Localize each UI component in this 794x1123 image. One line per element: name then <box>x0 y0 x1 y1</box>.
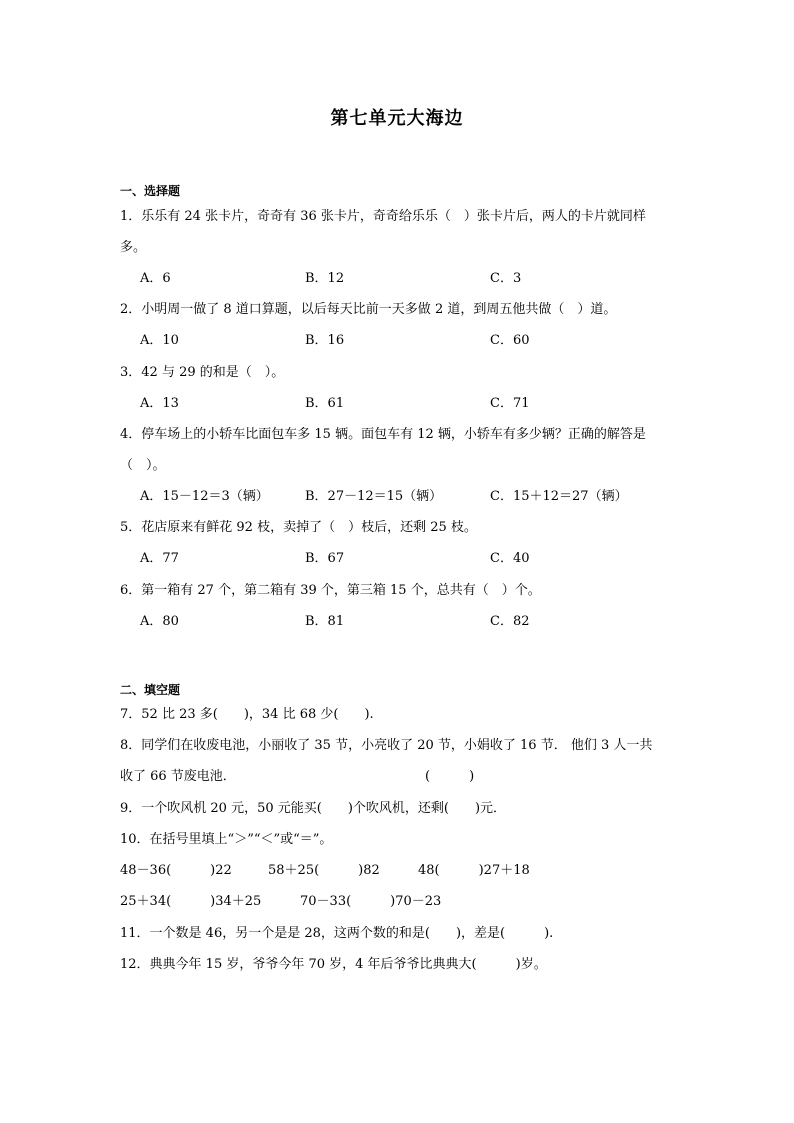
question-1-option-c: C．3 <box>490 271 522 286</box>
question-9-text: 9．一个吹风机 20 元，50 元能买( )个吹风机，还剩( )元． <box>120 801 507 816</box>
question-5-text: 5．花店原来有鲜花 92 枝，卖掉了（ ）枝后，还剩 25 枝。 <box>120 520 477 535</box>
section-heading-fill-blank: 二、填空题 <box>120 683 181 697</box>
question-12-text: 12．典典今年 15 岁，爷爷今年 70 岁，4 年后爷爷比典典大( )岁。 <box>120 957 547 972</box>
question-5-option-a: A．77 <box>140 551 179 566</box>
question-8-text: 8．同学们在收废电池，小丽收了 35 节，小亮收了 20 节，小娟收了 16 节． 他们 3 人一共 <box>120 738 653 753</box>
question-2-text: 2．小明周一做了 8 道口算题，以后每天比前一天多做 2 道，到周五他共做（ ）道。 <box>120 302 617 317</box>
question-4-text-cont: （ ）。 <box>120 458 166 473</box>
page-title: 第七单元大海边 <box>330 108 464 129</box>
question-4-option-b: B．27－12＝15（辆） <box>305 489 443 504</box>
section-heading-choice: 一、选择题 <box>120 184 181 198</box>
question-10-text: 10．在括号里填上“＞”“＜”或“＝”。 <box>120 832 333 847</box>
question-2-option-b: B．16 <box>305 333 345 348</box>
question-11-text: 11．一个数是 46，另一个是是 28，这两个数的和是( )，差是( ). <box>120 926 554 941</box>
question-3-option-c: C．71 <box>490 396 530 411</box>
question-1-option-b: B．12 <box>305 271 345 286</box>
question-3-option-b: B．61 <box>305 396 345 411</box>
question-1-option-a: A．6 <box>140 271 171 286</box>
question-3-option-a: A．13 <box>140 396 179 411</box>
question-8-text-cont: 收了 66 节废电池． <box>120 769 236 784</box>
question-10-item: 25＋34( )34＋25 <box>120 894 262 909</box>
question-10-item: 48－36( )22 <box>120 863 232 878</box>
question-2-option-c: C．60 <box>490 333 530 348</box>
question-6-option-a: A．80 <box>140 614 179 629</box>
question-8-answer-blank: ( ) <box>425 769 475 784</box>
question-1-text-cont: 多。 <box>120 240 147 255</box>
question-2-option-a: A．10 <box>140 333 179 348</box>
question-5-option-b: B．67 <box>305 551 345 566</box>
question-3-text: 3．42 与 29 的和是（ ）。 <box>120 365 285 380</box>
question-6-option-b: B．81 <box>305 614 345 629</box>
question-1-text: 1．乐乐有 24 张卡片，奇奇有 36 张卡片，奇奇给乐乐（ ）张卡片后，两人的卡片就同样 <box>120 209 646 224</box>
question-4-option-a: A．15－12＝3（辆） <box>140 489 269 504</box>
question-6-text: 6．第一箱有 27 个，第二箱有 39 个，第三箱 15 个，总共有（ ）个。 <box>120 583 541 598</box>
question-10-item: 70－33( )70－23 <box>300 894 442 909</box>
question-4-option-c: C．15＋12＝27（辆） <box>490 489 628 504</box>
question-6-option-c: C．82 <box>490 614 530 629</box>
question-4-text: 4．停车场上的小轿车比面包车多 15 辆。面包车有 12 辆，小轿车有多少辆？正确的解答是 <box>120 427 646 442</box>
question-7-text: 7．52 比 23 多( )，34 比 68 少( ). <box>120 707 374 722</box>
question-10-item: 48( )27＋18 <box>418 863 530 878</box>
question-10-item: 58＋25( )82 <box>268 863 380 878</box>
question-5-option-c: C．40 <box>490 551 530 566</box>
